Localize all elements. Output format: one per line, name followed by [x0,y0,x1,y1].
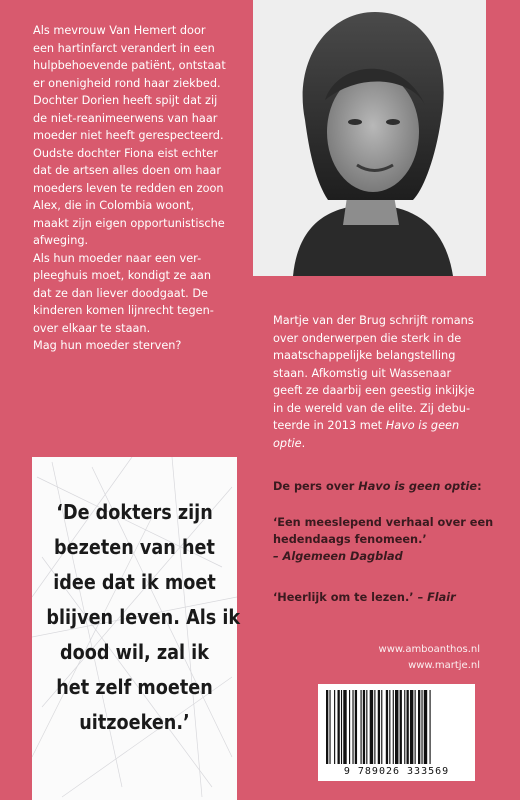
quote-line: bezeten van het [54,535,215,559]
barcode-bar [352,690,353,764]
bio-line: in de wereld van de elite. Zij debu- [273,401,471,415]
synopsis-line: een hartinfarct verandert in een [33,41,215,55]
barcode-bar [374,690,375,764]
bio-line: over onderwerpen die sterk in de [273,331,462,345]
barcode-bar [395,690,398,764]
barcode-bar [361,690,362,764]
synopsis-line: kinderen komen lijnrecht tegen- [33,304,214,317]
barcode-bar [418,690,420,764]
synopsis-line: maakt zijn eigen opportunistische [33,216,225,230]
synopsis-line: Als hun moeder naar een ver- [33,251,202,265]
synopsis-line: dat ze dan liever doodgaat. De [33,286,208,300]
synopsis-line: de niet-reanimeerwens van haar [33,111,218,125]
bio-line: Martje van der Brug schrijft romans [273,314,474,327]
review-source: – Algemeen Dagblad [273,550,403,563]
quote-line: het zelf moeten [56,675,213,699]
barcode-bar [378,690,380,764]
barcode-bar [326,690,328,764]
barcode-bar [407,690,409,764]
barcode-bar [329,690,330,764]
quote-line: uitzoeken.’ [79,710,190,734]
review-text: hedendaags fenomeen.’ [273,533,427,546]
bio-line [273,417,498,435]
barcode-bar [400,690,402,764]
barcode-bar [386,690,388,764]
bio-line: staan. Afkomstig uit Wassenaar [273,366,452,380]
author-photo [253,0,486,276]
quote-line: ‘De dokters zijn [56,500,213,524]
synopsis-line: pleeghuis moet, kondigt ze aan [33,269,211,282]
synopsis-text [33,22,258,355]
barcode-bars [324,690,469,764]
review-flair [273,589,498,606]
synopsis-line: Als mevrouw Van Hemert door [33,24,206,37]
barcode-bar [370,690,373,764]
barcode-bar [338,690,340,764]
synopsis-line: afweging. [33,234,89,247]
review-text: ‘Een meeslepend verhaal over een [273,516,494,529]
barcode-bar [404,690,405,764]
author-bio [273,312,498,452]
synopsis-line: er onenigheid rond haar ziekbed. [33,76,221,90]
pull-quote [46,495,241,740]
synopsis-line: Mag hun moeder sterven? [33,339,182,352]
author-url[interactable]: www.martje.nl [408,660,480,671]
synopsis-line: Oudste dochter Fiona eist echter [33,146,218,160]
review-source: Flair [427,591,456,604]
bio-line-text: . [301,436,306,450]
barcode-bar [430,690,431,764]
synopsis-line: over elkaar te staan. [33,321,151,335]
barcode-bar [421,690,422,764]
synopsis-line: Dochter Dorien heeft spijt dat zij [33,94,218,107]
quote-panel [32,457,241,800]
press-heading-colon: : [477,480,482,493]
barcode-bar [393,690,394,764]
isbn-number: 9 789026 333569 [343,766,450,777]
bio-line: maatschappelijke belangstelling [273,349,456,362]
barcode-bar [363,690,365,764]
barcode-bar [341,690,342,764]
synopsis-line: hulpbehoevende patiënt, ontstaat [33,59,226,72]
publisher-url[interactable]: www.amboanthos.nl [378,644,480,655]
quote-line: blijven leven. Als ik [46,605,241,629]
synopsis-line: Alex, die in Colombia woont, [33,199,195,212]
review-text: ‘Heerlijk om te lezen.’ – [273,591,428,604]
barcode-bar [389,690,390,764]
debut-title-end: optie [273,436,302,450]
barcode-bar [334,690,335,764]
review-algemeen-dagblad [273,514,498,565]
quote-line: idee dat ik moet [53,570,216,594]
synopsis-line: moeders leven te redden en zoon [33,181,224,195]
barcode [318,684,475,781]
press-heading-text: De pers over [273,480,359,493]
bio-line: geeft ze daarbij een geestig inkijkje [273,384,475,397]
press-heading [273,480,498,493]
quote-line: dood wil, zal ik [60,640,209,664]
barcode-bar [349,690,350,764]
barcode-bar [381,690,382,764]
synopsis-line: dat de artsen alles doen om haar [33,164,221,177]
barcode-bar [424,690,427,764]
barcode-bar [415,690,416,764]
press-heading-title: Havo is geen optie [358,480,478,493]
barcode-bar [366,690,367,764]
bio-line [273,435,498,453]
synopsis-line: moeder niet heeft gerespecteerd. [33,129,224,142]
bio-line-text: teerde in 2013 met [273,419,386,432]
barcode-bar [355,690,357,764]
barcode-bar [410,690,413,764]
barcode-bar [343,690,346,764]
debut-title: Havo is geen [385,419,460,432]
